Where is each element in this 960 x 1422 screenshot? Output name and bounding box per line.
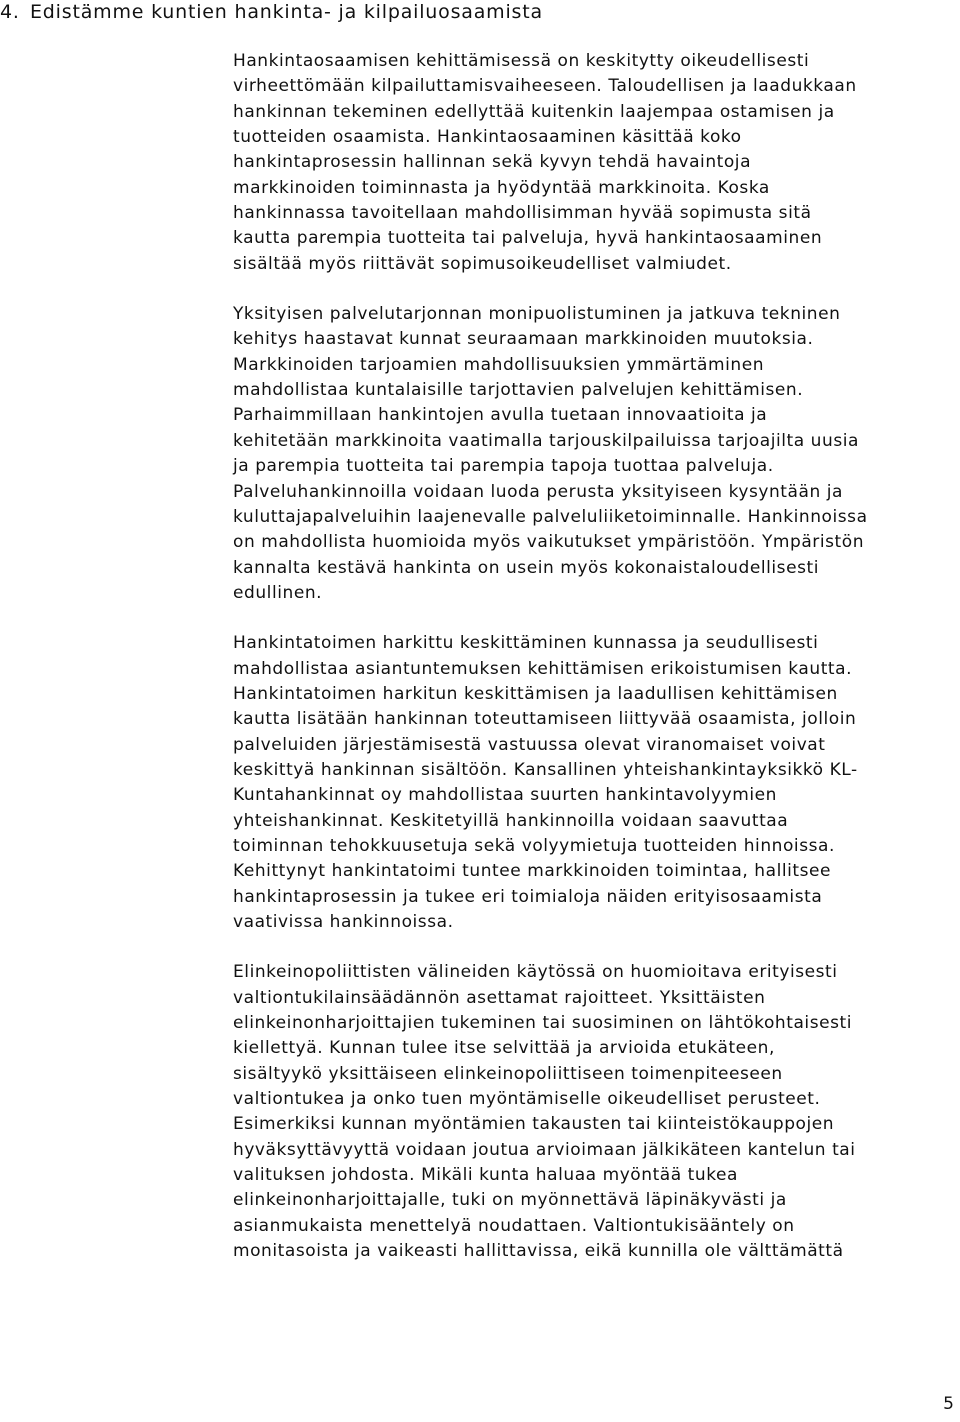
text-line: sisältää myös riittävät sopimusoikeudelliset valmiudet. (233, 253, 732, 274)
text-line: ja parempia tuotteita tai parempia tapoja tuottaa palveluja. (233, 456, 774, 477)
text-line: Hankintatoimen harkittu keskittäminen kunnassa ja seudullisesti (233, 633, 819, 654)
text-line: edullinen. (233, 582, 323, 603)
text-line: hankinnan tekeminen edellyttää kuitenkin laajempaa ostamisen ja (233, 101, 835, 122)
text-line: mahdollistaa asiantuntemuksen kehittämisen erikoistumisen kautta. (233, 658, 853, 679)
text-line: hyväksyttävyyttä voidaan joutua arvioimaan jälkikäteen kantelun tai (233, 1139, 856, 1160)
text-line: asianmukaista menettelyä noudattaen. Valtiontukisääntely on (233, 1215, 795, 1236)
text-line: hankintaprosessin hallinnan sekä kyvyn tehdä havaintoja (233, 152, 752, 173)
text-line: valituksen johdosta. Mikäli kunta haluaa myöntää tukea (233, 1165, 738, 1186)
text-line: Kuntahankinnat oy mahdollistaa suurten hankintavolyymien (233, 785, 777, 806)
text-line: mahdollistaa kuntalaisille tarjottavien palvelujen kehittämisen. (233, 380, 804, 401)
text-line: Kehittynyt hankintatoimi tuntee markkinoiden toimintaa, hallitsee (233, 861, 832, 882)
text-line: on mahdollista huomioida myös vaikutukset ympäristöön. Ympäristön (233, 532, 865, 553)
section-title: Edistämme kuntien hankinta- ja kilpailuosaamista (30, 1, 543, 23)
text-line: Esimerkiksi kunnan myöntämien takausten tai kiinteistökauppojen (233, 1114, 835, 1135)
section-number: 4. (0, 1, 20, 23)
text-line: kuluttajapalveluihin laajenevalle palveluliiketoiminnalle. Hankinnoissa (233, 506, 868, 527)
paragraph-1 (233, 49, 953, 277)
text-line: Parhaimmillaan hankintojen avulla tuetaan innovaatioita ja (233, 405, 768, 426)
text-line: Palveluhankinnoilla voidaan luoda perusta yksityiseen kysyntään ja (233, 481, 843, 502)
text-line: kehitys haastavat kunnat seuraamaan markkinoiden muutoksia. (233, 329, 814, 350)
text-line: elinkeinonharjoittajien tukeminen tai suosiminen on lähtökohtaisesti (233, 1013, 853, 1034)
text-line: hankintaprosessin ja tukee eri toimialoja näiden erityisosaamista (233, 886, 823, 907)
text-line: monitasoista ja vaikeasti hallittavissa, eikä kunnilla ole välttämättä (233, 1241, 844, 1262)
text-line: yhteishankinnat. Keskitetyillä hankinnoilla voidaan saavuttaa (233, 810, 789, 831)
text-line: virheettömään kilpailuttamisvaiheeseen. Taloudellisen ja laadukkaan (233, 76, 857, 97)
paragraph-2 (233, 302, 953, 606)
text-line: Hankintatoimen harkitun keskittämisen ja laadullisen kehittämisen (233, 683, 838, 704)
text-line: sisältyykö yksittäiseen elinkeinopoliittiseen toimenpiteeseen (233, 1063, 783, 1084)
text-line: kehitetään markkinoita vaatimalla tarjouskilpailuissa tarjoajilta uusia (233, 430, 859, 451)
text-line: vaativissa hankinnoissa. (233, 912, 454, 932)
text-line: elinkeinonharjoittajalle, tuki on myönnettävä läpinäkyvästi ja (233, 1190, 787, 1211)
text-line: Hankintaosaamisen kehittämisessä on keskitytty oikeudellisesti (233, 51, 810, 71)
text-line: kannalta kestävä hankinta on usein myös kokonaistaloudellisesti (233, 557, 819, 578)
text-line: markkinoiden toiminnasta ja hyödyntää markkinoita. Koska (233, 177, 770, 198)
text-line: kiellettyä. Kunnan tulee itse selvittää ja arvioida etukäteen, (233, 1038, 775, 1059)
text-line: Markkinoiden tarjoamien mahdollisuuksien ymmärtäminen (233, 354, 765, 375)
text-line: keskittyä hankinnan sisältöön. Kansallinen yhteishankintayksikkö KL- (233, 759, 858, 780)
text-line: kautta lisätään hankinnan toteuttamiseen liittyvää osaamista, jolloin (233, 709, 857, 730)
text-line: tuotteiden osaamista. Hankintaosaaminen käsittää koko (233, 127, 742, 148)
paragraph-4 (233, 960, 953, 1264)
paragraph-3 (233, 631, 953, 935)
text-line: toiminnan tehokkuusetuja sekä volyymietuja tuotteiden hinnoissa. (233, 835, 835, 856)
page-number: 5 (943, 1394, 954, 1414)
text-line: kautta parempia tuotteita tai palveluja, hyvä hankintaosaaminen (233, 228, 823, 249)
section-heading (0, 0, 960, 24)
text-line: Elinkeinopoliittisten välineiden käytössä on huomioitava erityisesti (233, 962, 838, 983)
text-line: hankinnassa tavoitellaan mahdollisimman hyvää sopimusta sitä (233, 203, 812, 224)
text-line: palveluiden järjestämisestä vastuussa olevat viranomaiset voivat (233, 734, 826, 755)
text-line: Yksityisen palvelutarjonnan monipuolistuminen ja jatkuva tekninen (233, 304, 841, 325)
text-line: valtiontukilainsäädännön asettamat rajoitteet. Yksittäisten (233, 987, 766, 1008)
text-line: valtiontukea ja onko tuen myöntämiselle oikeudelliset perusteet. (233, 1089, 821, 1110)
body-text (233, 49, 953, 1289)
